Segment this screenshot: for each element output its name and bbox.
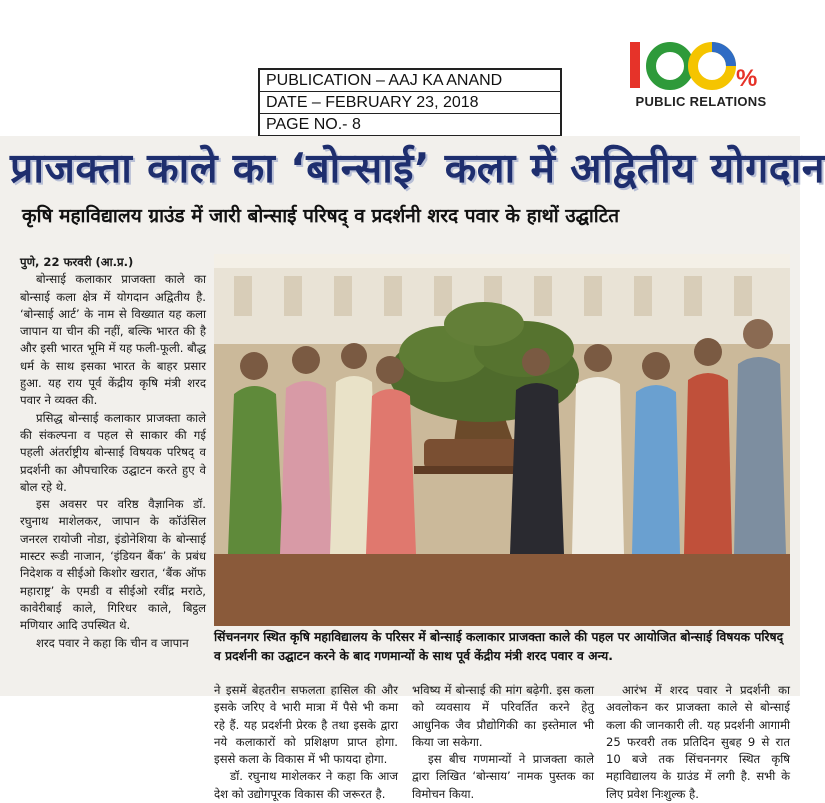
article-paragraph: प्रसिद्ध बोन्साई कलाकार प्राजक्ता काले की संकल्पना व पहल से साकार की गई पहली अंतर्राष्ट्रीय बोन्साई विषयक परिषद् व प्रदर्शनी का औपचारिक उद्घाटन करते हुए वे बोल रहे थे. [20,410,206,494]
article-column-4 [606,682,790,803]
event-photo-illustration [214,254,790,626]
article-column-3 [412,682,594,803]
article-headline: प्राजक्ता काले का ‘बोन्साई’ कला में अद्वितीय योगदान [10,144,825,192]
brand-logo [626,36,776,116]
article-paragraph: इस अवसर पर वरिष्ठ वैज्ञानिक डॉ. रघुनाथ माशेलकर, जापान के कॉउंसिल जनरल रायोजी नोडा, इंडोनेशिया के बोन्साई मास्टर रूडी नाजान, ‘इंडियन बैंक’ के प्रबंध निदेशक व सीईओ किशोर खरात, ‘बैंक ऑफ महाराष्ट्र’ के एमडी व सीईओ रवींद्र मराठे, कावेरीबाई काले, गिरिधर काले, बिट्ठल मणियार आदि उपस्थित थे. [20,497,206,633]
article-column-2 [214,682,398,803]
article-paragraph: आरंभ में शरद पवार ने प्रदर्शनी का अवलोकन कर प्राजक्ता काले से बोन्साई कला की जानकारी ली. यह प्रदर्शनी आगामी 25 फरवरी तक प्रतिदिन सुबह 9 से रात 10 बजे तक सिंचननगर स्थित कृषि महाविद्यालय के ग्राउंड में लगी है. सभी के लिए प्रवेश निःशुल्क है. [606,683,790,801]
article-paragraph: भविष्य में बोन्साई की मांग बढ़ेगी. इस कला को व्यवसाय में परिवर्तित करने हेतु आधुनिक जैव प्रौद्योगिकी का इस्तेमाल भी किया जा सकेगा. [412,683,594,749]
logo-percent-sign: % [736,65,758,92]
article-column-1 [20,254,206,652]
publication-line: PUBLICATION – AAJ KA ANAND [260,70,560,92]
article-paragraph: शरद पवार ने कहा कि चीन व जापान [36,635,189,650]
event-photo [214,254,790,626]
article-subheadline: कृषि महाविद्यालय ग्राउंड में जारी बोन्साई परिषद् व प्रदर्शनी शरद पवार के हाथों उद्घाटित [22,205,620,227]
logo-100-percent-icon [626,36,776,96]
page-number-line: PAGE NO.- 8 [266,116,361,133]
clipping-info-box [258,68,562,137]
article-paragraph: इस बीच गणमान्यों ने प्राजक्ता काले द्वारा लिखित ‘बोन्साय’ नामक पुस्तक का विमोचन किया. [412,752,594,801]
photo-caption: सिंचननगर स्थित कृषि महाविद्यालय के परिसर में बोन्साई कलाकार प्राजक्ता काले की पहल पर आयोजित बोन्साई विषयक परिषद् व प्रदर्शनी का उद्घाटन करने के बाद गणमान्यों के साथ पूर्व केंद्रीय मंत्री शरद पवार व अन्य. [214,630,784,663]
brand-tagline: PUBLIC RELATIONS [635,94,767,109]
date-line: DATE – FEBRUARY 23, 2018 [260,92,560,114]
newspaper-clipping [0,136,825,801]
article-paragraph: ने इसमें बेहतरीन सफलता हासिल की और इसके जरिए वे भारी मात्रा में पैसे भी कमा रहे हैं. यह प्रदर्शनी प्रेरक है तथा इसके द्वारा नये कलाकारों को प्रशिक्षण प्राप्त होगा. इससे कला के विकास में भी फायदा होगा. [214,683,398,767]
article-paragraph: बोन्साई कलाकार प्राजक्ता काले का बोन्साई कला क्षेत्र में योगदान अद्वितीय है. ‘बोन्साई आर्ट’ के नाम से विख्यात यह कला जापान या चीन की नहीं, बल्कि भारत की है और इसी भारत भूमि में यह फली-फूली. बौद्ध धर्म के साथ इसका भारत के बाहर प्रसार हुआ. यह राय पूर्व केंद्रीय कृषि मंत्री शरद पवार ने व्यक्त की. [20,272,206,408]
article-dateline: पुणे, 22 फरवरी (आ.प्र.) [20,255,134,269]
article-paragraph: डॉ. रघुनाथ माशेलकर ने कहा कि आज देश को उद्योगपूरक विकास की जरूरत है. [214,769,398,801]
